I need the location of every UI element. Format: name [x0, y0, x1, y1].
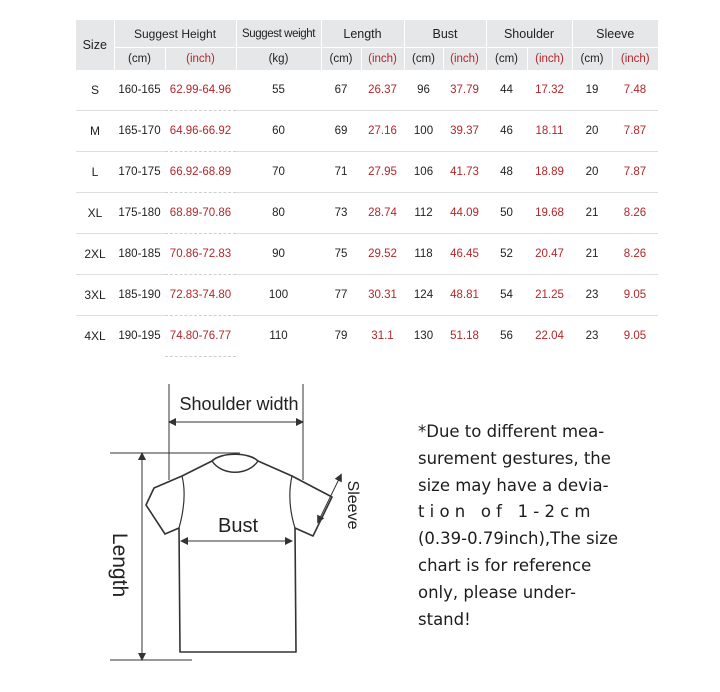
height-cm-cell: 160-165	[114, 70, 165, 111]
bust-cm-cell: 96	[404, 70, 443, 111]
note-line: *Due to different mea-	[418, 422, 605, 441]
sleeve-cm-cell: 20	[572, 111, 612, 152]
weight-cell: 55	[236, 70, 321, 111]
sleeve-inch-cell: 8.26	[612, 193, 658, 234]
shoulder-cm-cell: 56	[500, 330, 513, 343]
sleeve-inch-cell: 9.05	[623, 330, 647, 343]
sleeve-inch-cell: 7.87	[612, 111, 658, 152]
bust-inch-cell: 44.09	[443, 193, 486, 234]
bust-cm-cell: 118	[404, 234, 443, 275]
height-inch-cell: 64.96-66.92	[165, 111, 236, 152]
sleeve-header: Sleeve	[572, 20, 658, 48]
shoulder-inch-cell: 17.32	[527, 70, 572, 111]
shoulder-cm-cell: 52	[486, 234, 527, 275]
shoulder-cm-cell: 44	[486, 70, 527, 111]
table-header-row	[76, 20, 658, 48]
weight-cell: 90	[236, 234, 321, 275]
height-cm-cell: 175-180	[114, 193, 165, 234]
length-inch-cell: 27.95	[361, 152, 404, 193]
weight-kg-unit: (kg)	[236, 48, 321, 71]
weight-header: Suggest weight	[236, 20, 321, 48]
sleeve-inch-unit: (inch)	[612, 48, 658, 71]
weight-cell: 80	[236, 193, 321, 234]
bust-label: Bust	[217, 515, 259, 537]
weight-cell: 70	[236, 152, 321, 193]
sleeve-cm-cell: 19	[572, 70, 612, 111]
length-inch-cell: 30.31	[361, 275, 404, 316]
size-cell: XL	[76, 193, 114, 234]
sleeve-inch-cell: 7.48	[612, 70, 658, 111]
weight-cell: 110	[269, 330, 288, 343]
table-row	[76, 275, 658, 316]
length-cm-cell: 79	[334, 330, 348, 343]
weight-cell: 100	[236, 275, 321, 316]
height-inch-cell: 72.83-74.80	[165, 275, 236, 316]
sleeve-inch-cell: 9.05	[612, 275, 658, 316]
note-line: chart is for reference	[418, 555, 592, 575]
note-line: tion of 1-2cm	[418, 502, 596, 522]
height-cm-cell: 180-185	[114, 234, 165, 275]
size-cell: L	[76, 152, 114, 193]
weight-cell: 60	[236, 111, 321, 152]
note-line: only, please under-	[418, 582, 576, 602]
length-cm-cell: 73	[321, 193, 361, 234]
size-header: Size	[76, 20, 114, 70]
shoulder-cm-cell: 54	[486, 275, 527, 316]
height-header: Suggest Height	[114, 20, 236, 48]
height-inch-cell: 70.86-72.83	[165, 234, 236, 275]
table-body	[76, 70, 658, 357]
sleeve-cm-cell: 20	[572, 152, 612, 193]
length-cm-cell: 71	[321, 152, 361, 193]
size-cell: S	[76, 70, 114, 111]
table-unit-row	[76, 48, 658, 71]
shoulder-cm-cell: 50	[486, 193, 527, 234]
shoulder-inch-cell: 20.47	[527, 234, 572, 275]
sleeve-inch-cell: 8.26	[612, 234, 658, 275]
shoulder-header: Shoulder	[486, 20, 572, 48]
bust-cm-cell: 100	[404, 111, 443, 152]
length-cm-cell: 67	[321, 70, 361, 111]
size-cell: 2XL	[76, 234, 114, 275]
length-inch-cell: 27.16	[361, 111, 404, 152]
table-row	[76, 111, 658, 152]
table-row	[76, 234, 658, 275]
sleeve-cm-cell: 23	[572, 275, 612, 316]
shoulder-inch-cell: 18.11	[527, 111, 572, 152]
note-line: size may have a devia-	[418, 475, 609, 495]
table-row	[76, 316, 658, 357]
bust-cm-cell: 106	[404, 152, 443, 193]
shoulder-inch-cell: 22.04	[535, 330, 564, 343]
height-cm-unit: (cm)	[114, 48, 165, 71]
shoulder-cm-cell: 48	[486, 152, 527, 193]
note-line: stand!	[418, 609, 471, 629]
height-inch-unit: (inch)	[165, 48, 236, 71]
shoulder-inch-unit: (inch)	[527, 48, 572, 71]
length-cm-cell: 69	[321, 111, 361, 152]
bust-inch-cell: 48.81	[443, 275, 486, 316]
length-header: Length	[321, 20, 404, 48]
length-cm-cell: 77	[321, 275, 361, 316]
bust-inch-unit: (inch)	[443, 48, 486, 71]
height-inch-cell: 62.99-64.96	[165, 70, 236, 111]
length-inch-unit: (inch)	[361, 48, 404, 71]
height-cm-cell: 165-170	[114, 111, 165, 152]
tshirt-measurement-diagram	[0, 360, 400, 692]
sleeve-cm-cell: 21	[572, 234, 612, 275]
length-inch-cell: 29.52	[361, 234, 404, 275]
length-cm-cell: 75	[321, 234, 361, 275]
shoulder-inch-cell: 18.89	[527, 152, 572, 193]
bust-inch-cell: 46.45	[443, 234, 486, 275]
sleeve-cm-cell: 23	[585, 330, 599, 343]
size-cell: 4XL	[84, 329, 106, 344]
measurement-note	[418, 419, 658, 633]
height-cm-cell: 190-195	[118, 330, 161, 343]
bust-inch-cell: 41.73	[443, 152, 486, 193]
height-cm-cell: 170-175	[114, 152, 165, 193]
size-cell: M	[76, 111, 114, 152]
length-label: Length	[108, 532, 131, 598]
tshirt-outline	[146, 454, 332, 652]
bust-cm-cell: 112	[404, 193, 443, 234]
sleeve-label: Sleeve	[344, 480, 361, 530]
bust-cm-cell: 124	[404, 275, 443, 316]
height-cm-cell: 185-190	[114, 275, 165, 316]
height-inch-cell: 74.80-76.77	[165, 316, 236, 357]
note-line: (0.39-0.79inch),The size	[418, 529, 619, 549]
shoulder-cm-cell: 46	[486, 111, 527, 152]
shoulder-cm-unit: (cm)	[486, 48, 527, 71]
bust-cm-cell: 130	[413, 330, 434, 343]
bust-inch-cell: 51.18	[450, 330, 479, 343]
shoulder-inch-cell: 21.25	[527, 275, 572, 316]
table-row	[76, 193, 658, 234]
size-cell: 3XL	[76, 275, 114, 316]
shoulder-width-label: Shoulder width	[179, 394, 299, 414]
sleeve-cm-unit: (cm)	[572, 48, 612, 71]
height-inch-cell: 66.92-68.89	[165, 152, 236, 193]
table-row	[76, 152, 658, 193]
size-chart-table	[76, 20, 658, 357]
length-cm-unit: (cm)	[321, 48, 361, 71]
table-row	[76, 70, 658, 111]
length-inch-cell: 28.74	[361, 193, 404, 234]
note-line: surement gestures, the	[418, 448, 611, 468]
sleeve-inch-cell: 7.87	[612, 152, 658, 193]
sleeve-cm-cell: 21	[572, 193, 612, 234]
bust-inch-cell: 37.79	[443, 70, 486, 111]
bust-header: Bust	[404, 20, 486, 48]
length-inch-cell: 26.37	[361, 70, 404, 111]
bust-cm-unit: (cm)	[404, 48, 443, 71]
height-inch-cell: 68.89-70.86	[165, 193, 236, 234]
bust-inch-cell: 39.37	[443, 111, 486, 152]
length-inch-cell: 31.1	[371, 330, 394, 343]
shoulder-inch-cell: 19.68	[527, 193, 572, 234]
